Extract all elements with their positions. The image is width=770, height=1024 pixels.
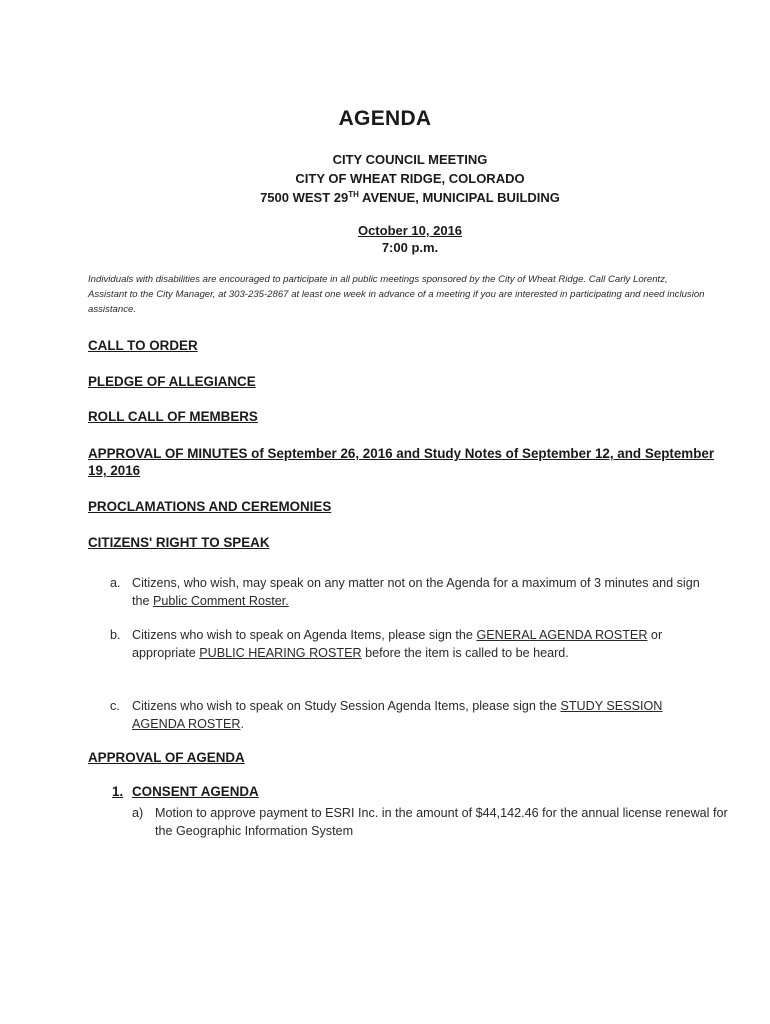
consent-title: CONSENT AGENDA bbox=[132, 784, 259, 799]
city-name: CITY OF WHEAT RIDGE, COLORADO bbox=[295, 171, 525, 186]
item-letter: c. bbox=[110, 699, 120, 713]
item-text-pre: Citizens who wish to speak on Study Session Agenda Items, please sign the bbox=[132, 699, 561, 713]
general-agenda-roster-link: GENERAL AGENDA ROSTER bbox=[476, 628, 648, 642]
study-session-roster-link: STUDY SESSION AGENDA ROSTER bbox=[132, 699, 663, 731]
section-proclamations: PROCLAMATIONS AND CEREMONIES bbox=[88, 499, 332, 514]
address-post: AVENUE, MUNICIPAL BUILDING bbox=[358, 190, 560, 205]
item-letter: b. bbox=[110, 628, 121, 642]
address-sup: TH bbox=[348, 190, 359, 199]
public-comment-roster-link: Public Comment Roster. bbox=[153, 594, 289, 608]
item-text bbox=[132, 697, 714, 733]
item-letter: a. bbox=[110, 576, 121, 590]
section-approval-minutes: APPROVAL OF MINUTES of September 26, 2016 and Study Notes of September 12, and September 19, 2016 bbox=[88, 446, 715, 478]
section-pledge: PLEDGE OF ALLEGIANCE bbox=[88, 374, 256, 389]
meeting-name: CITY COUNCIL MEETING bbox=[332, 152, 488, 167]
item-text bbox=[132, 574, 714, 610]
section-call-to-order: CALL TO ORDER bbox=[88, 338, 198, 353]
section-citizens-right: CITIZENS' RIGHT TO SPEAK bbox=[88, 535, 270, 550]
agenda-title: AGENDA bbox=[338, 107, 432, 130]
sub-item-text: Motion to approve payment to ESRI Inc. in the amount of $44,142.46 for the annual license renewal for the Geographic Information System bbox=[155, 806, 728, 838]
meeting-header bbox=[0, 150, 770, 207]
meeting-date: October 10, 2016 bbox=[357, 223, 463, 238]
sub-item-letter: a) bbox=[132, 806, 144, 820]
consent-number: 1. bbox=[112, 784, 124, 799]
item-text bbox=[132, 626, 714, 662]
meeting-time: 7:00 p.m. bbox=[381, 240, 439, 255]
item-text-mid: or appropriate bbox=[132, 628, 663, 660]
item-text-post: before the item is called to be heard. bbox=[361, 646, 569, 660]
address-pre: 7500 WEST 29 bbox=[260, 190, 349, 205]
meeting-address bbox=[0, 188, 770, 207]
section-approval-agenda: APPROVAL OF AGENDA bbox=[88, 750, 245, 765]
public-hearing-roster-link: PUBLIC HEARING ROSTER bbox=[199, 646, 362, 660]
item-text-pre: Citizens, who wish, may speak on any matter not on the Agenda for a maximum of 3 minutes and sign the bbox=[132, 576, 700, 608]
meeting-datetime bbox=[0, 222, 770, 256]
item-text-pre: Citizens who wish to speak on Agenda Items, please sign the bbox=[132, 628, 477, 642]
item-text-post: . bbox=[240, 717, 244, 731]
section-roll-call: ROLL CALL OF MEMBERS bbox=[88, 409, 258, 424]
accessibility-notice: Individuals with disabilities are encouraged to participate in all public meetings sponsored by the City of Wheat Ridge. Call Carly Lorentz, Assistant to the City Manager, at 303-235-2867 at least one week in advance of a meeting if you are interested in participating and need inclusion assistance. bbox=[88, 274, 705, 315]
